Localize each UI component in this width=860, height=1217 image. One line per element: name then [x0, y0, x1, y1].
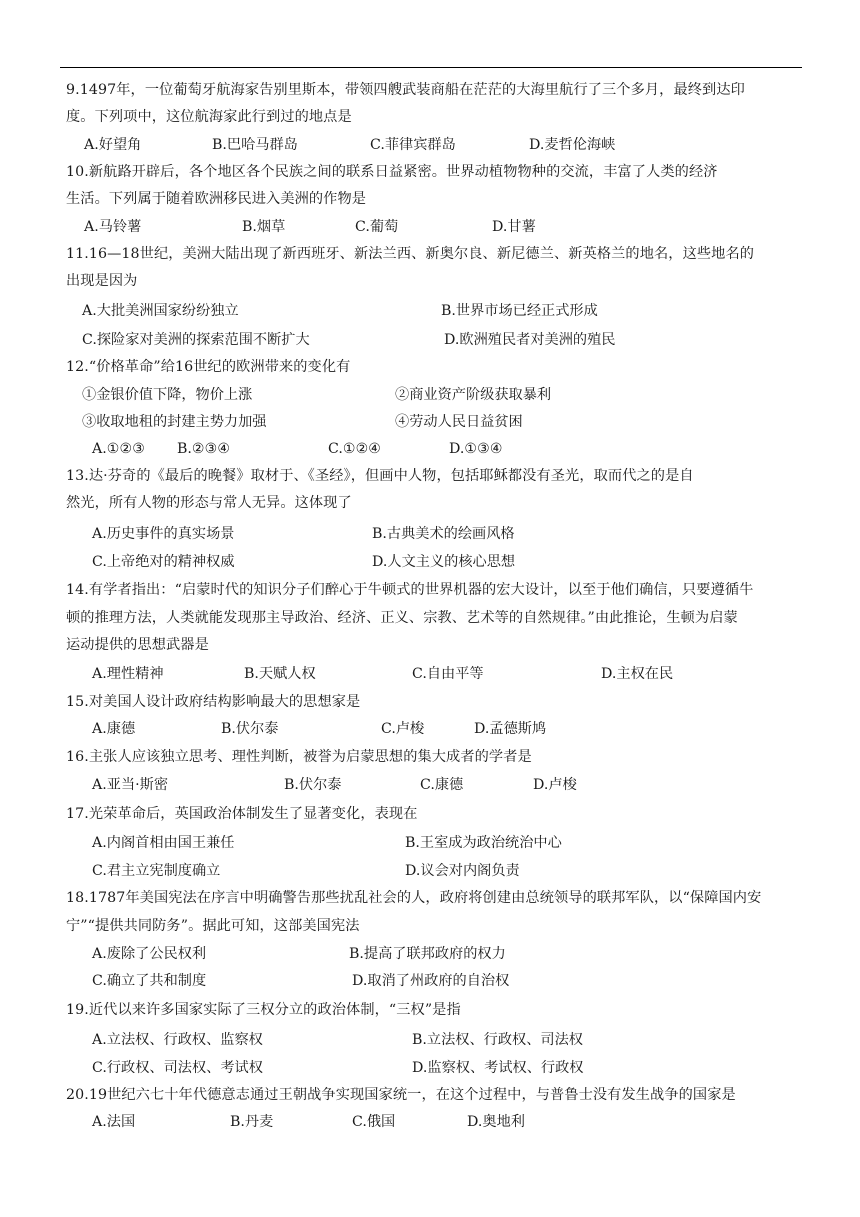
- question-9-option-d: D.麦哲伦海峡: [529, 137, 616, 153]
- question-20-option-a: A.法国: [92, 1114, 136, 1130]
- question-9-stem-line-1: 9.1497年，一位葡萄牙航海家告别里斯本，带领四艘武装商船在茫茫的大海里航行了三个多月，最终到达印: [66, 82, 745, 98]
- question-16-option-c: C.康德: [420, 777, 464, 793]
- question-13-stem-line-2: 然光，所有人物的形态与常人无异。这体现了: [66, 495, 352, 511]
- question-10-stem-line-1: 10.新航路开辟后，各个地区各个民族之间的联系日益紧密。世界动植物物种的交流，丰富了人类的经济: [66, 164, 718, 180]
- question-14-option-a: A.理性精神: [92, 666, 164, 682]
- question-13-stem-line-1: 13.达·芬奇的《最后的晚餐》取材于、《圣经》，但画中人物，包括耶稣都没有圣光，取而代之的是自: [66, 468, 694, 484]
- question-15-option-c: C.卢梭: [381, 721, 425, 737]
- question-18-stem-line-1: 18.1787年美国宪法在序言中明确警告那些扰乱社会的人，政府将创建由总统领导的联邦军队，以“保障国内安: [66, 890, 762, 906]
- question-14-option-c: C.自由平等: [412, 666, 484, 682]
- question-20-stem: 20.19世纪六七十年代德意志通过王朝战争实现国家统一，在这个过程中，与普鲁士没有发生战争的国家是: [66, 1087, 736, 1103]
- question-16-option-d: D.卢梭: [533, 777, 577, 793]
- question-13-option-c: C.上帝绝对的精神权威: [92, 554, 235, 570]
- question-13-option-b: B.古典美术的绘画风格: [372, 526, 515, 542]
- question-11-stem-line-1: 11.16—18世纪，美洲大陆出现了新西班牙、新法兰西、新奥尔良、新尼德兰、新英格兰的地名，这些地名的: [66, 246, 755, 262]
- question-11-option-b: B.世界市场已经正式形成: [441, 303, 598, 319]
- question-9-option-b: B.巴哈马群岛: [212, 137, 298, 153]
- question-16-stem: 16.主张人应该独立思考、理性判断，被誉为启蒙思想的集大成者的学者是: [66, 749, 532, 765]
- question-18-option-c: C.确立了共和制度: [92, 973, 207, 989]
- question-14-stem-line-3: 运动提供的思想武器是: [66, 637, 209, 653]
- question-12-option-b: B.②③④: [177, 441, 231, 457]
- question-11-option-c: C.探险家对美洲的探索范围不断扩大: [82, 332, 310, 348]
- question-11-stem-line-2: 出现是因为: [66, 273, 138, 289]
- question-13-option-a: A.历史事件的真实场景: [92, 526, 235, 542]
- question-18-option-b: B.提高了联邦政府的权力: [349, 946, 506, 962]
- question-14-option-d: D.主权在民: [601, 666, 674, 682]
- question-15-stem: 15.对美国人设计政府结构影响最大的思想家是: [66, 694, 361, 710]
- question-18-stem-line-2: 宁”“提供共同防务”。据此可知，这部美国宪法: [66, 918, 360, 934]
- question-19-option-b: B.立法权、行政权、司法权: [412, 1032, 583, 1048]
- question-12-stem: 12.“价格革命”给16世纪的欧洲带来的变化有: [66, 359, 351, 375]
- question-9-option-c: C.菲律宾群岛: [370, 137, 456, 153]
- question-18-option-d: D.取消了州政府的自治权: [352, 973, 510, 989]
- question-17-option-a: A.内阁首相由国王兼任: [92, 835, 235, 851]
- question-10-option-b: B.烟草: [242, 219, 286, 235]
- question-16-option-a: A.亚当·斯密: [92, 777, 169, 793]
- question-12-item-1: ①金银价值下降，物价上涨: [82, 387, 253, 403]
- question-12-item-3: ③收取地租的封建主势力加强: [82, 414, 267, 430]
- question-12-option-c: C.①②④: [328, 441, 382, 457]
- question-14-stem-line-2: 顿的推理方法，人类就能发现那主导政治、经济、正义、宗教、艺术等的自然规律。”由此推论，生顿为启蒙: [66, 610, 738, 626]
- question-19-stem: 19.近代以来许多国家实际了三权分立的政治体制，“三权”是指: [66, 1002, 461, 1018]
- question-19-option-c: C.行政权、司法权、考试权: [92, 1060, 263, 1076]
- question-15-option-a: A.康德: [92, 721, 136, 737]
- question-10-option-d: D.甘薯: [492, 219, 536, 235]
- question-14-stem-line-1: 14.有学者指出：“启蒙时代的知识分子们醉心于牛顿式的世界机器的宏大设计，以至于他们确信，只要遵循牛: [66, 582, 754, 598]
- question-14-option-b: B.天赋人权: [244, 666, 316, 682]
- question-10-option-c: C.葡萄: [355, 219, 399, 235]
- question-17-option-d: D.议会对内阁负责: [405, 863, 520, 879]
- question-12-item-2: ②商业资产阶级获取暴利: [395, 387, 552, 403]
- question-16-option-b: B.伏尔泰: [284, 777, 342, 793]
- question-13-option-d: D.人文主义的核心思想: [372, 554, 516, 570]
- question-17-stem: 17.光荣革命后，英国政治体制发生了显著变化，表现在: [66, 806, 418, 822]
- question-15-option-b: B.伏尔泰: [221, 721, 279, 737]
- question-18-option-a: A.废除了公民权利: [92, 946, 207, 962]
- question-12-option-d: D.①③④: [449, 441, 503, 457]
- question-17-option-c: C.君主立宪制度确立: [92, 863, 221, 879]
- question-20-option-d: D.奥地利: [467, 1114, 525, 1130]
- question-12-option-a: A.①②③: [92, 441, 145, 457]
- question-20-option-c: C.俄国: [352, 1114, 396, 1130]
- question-17-option-b: B.王室成为政治统治中心: [405, 835, 562, 851]
- question-11-option-d: D.欧洲殖民者对美洲的殖民: [444, 332, 616, 348]
- question-10-option-a: A.马铃薯: [84, 219, 142, 235]
- question-12-item-4: ④劳动人民日益贫困: [395, 414, 523, 430]
- question-11-option-a: A.大批美洲国家纷纷独立: [82, 303, 239, 319]
- question-19-option-d: D.监察权、考试权、行政权: [412, 1060, 584, 1076]
- question-9-stem-line-2: 度。下列项中，这位航海家此行到过的地点是: [66, 109, 352, 125]
- question-15-option-d: D.孟德斯鸠: [474, 721, 547, 737]
- question-19-option-a: A.立法权、行政权、监察权: [92, 1032, 263, 1048]
- question-10-stem-line-2: 生活。下列属于随着欧洲移民进入美洲的作物是: [66, 191, 367, 207]
- question-20-option-b: B.丹麦: [230, 1114, 274, 1130]
- question-9-option-a: A.好望角: [84, 137, 142, 153]
- header-rule: [60, 67, 802, 68]
